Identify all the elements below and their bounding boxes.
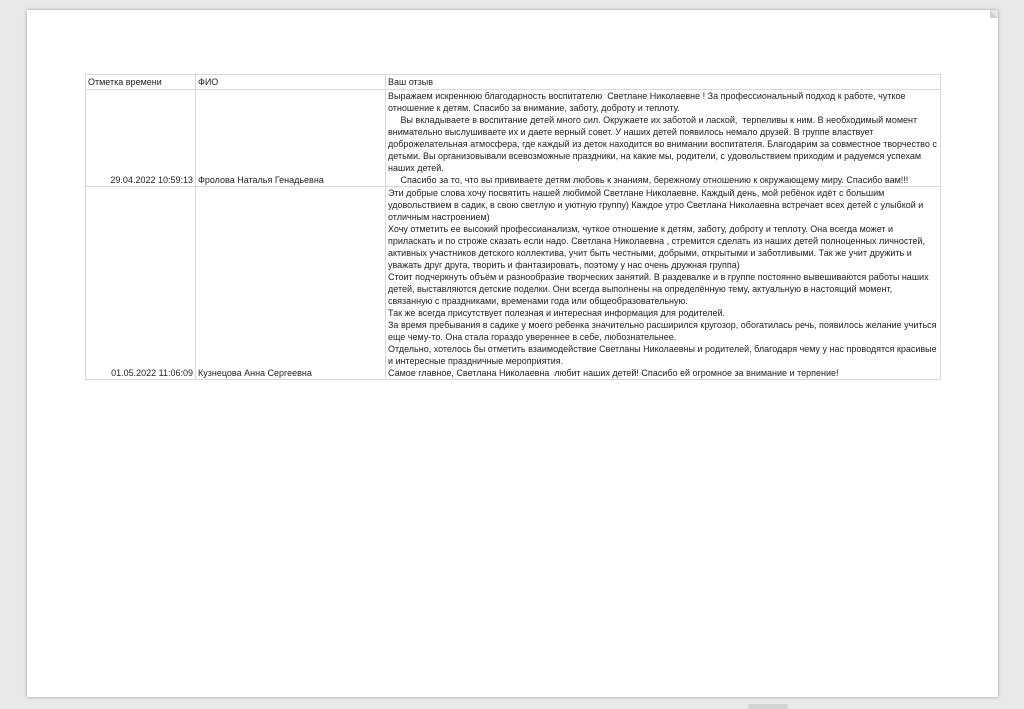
header-timestamp: Отметка времени (86, 75, 196, 90)
header-full-name: ФИО (196, 75, 386, 90)
document-page (27, 10, 998, 697)
row-timestamp: 29.04.2022 10:59:13 (86, 90, 196, 187)
row-full-name: Кузнецова Анна Сергеевна (196, 187, 386, 380)
table-row (86, 90, 941, 187)
feedback-table (85, 74, 941, 380)
row-timestamp: 01.05.2022 11:06:09 (86, 187, 196, 380)
row-full-name: Фролова Наталья Генадьевна (196, 90, 386, 187)
row-review-text: Эти добрые слова хочу посвятить нашей любимой Светлане Николаевне. Каждый день, мой ребёнок идёт с большим удовольствием в садик, в свою светлую и уютную группу) Каждое утро Светлана Николаевна встречает всех детей с улыбкой и отличным настроением) Хочу отметить ее высокий профессианализм, чуткое отношение к детям, заботу, доброту и теплоту. Она всегда может и приласкать и по строже сказать если надо. Светлана Николаевна , стремится сделать из наших детей полноценных личностей, активных участников детского коллектива, учит быть честными, добрыми, открытыми и заботливыми. Так же учит дружить и уважать друг друга, творить и фантазировать, поэтому у нас очень дружная группа) Стоит подчеркнуть объём и разнообразие творческих занятий. В раздевалке и в группе постоянно вывешиваются работы наших детей, выставляются детские поделки. Они всегда выполнены на определённую тему, актуальную в настоящий момент, связанную с праздниками, временами года или общеобразовательную. Так же всегда присутствует полезная и интересная информация для родителей. За время пребывания в садике у моего ребенка значительно расширился кругозор, обогатилась речь, появилось желание учиться еще чему-то. Она стала гораздо увереннее в себе, любознательнее. Отдельно, хотелось бы отметить взаимодействие Светланы Николаевны и родителей, благодаря чему у нас проводятся красивые и интересные праздничные мероприятия. Самое главное, Светлана Николаевна любит наших детей! Спасибо ей огромное за внимание и терпение! (386, 187, 941, 380)
header-review: Ваш отзыв (386, 75, 941, 90)
page-fold-corner (990, 10, 998, 18)
table-row (86, 187, 941, 380)
table-header-row (86, 75, 941, 90)
horizontal-scrollbar-thumb[interactable] (748, 704, 788, 709)
row-review-text: Выражаем искреннюю благодарность воспитателю Светлане Николаевне ! За профессиональный подход к работе, чуткое отношение к детям. Спасибо за внимание, заботу, доброту и теплоту. Вы вкладываете в воспитание детей много сил. Окружаете их заботой и лаской, терпеливы к ним. В необходимый момент внимательно выслушиваете их и даете верный совет. У наших детей появилось немало друзей. В группе властвует доброжелательная атмосфера, где каждый из деток находится во внимании воспитателя. Благодарим за совместное творчество с детьми. Вы организовывали всевозможные праздники, на какие мы, родители, с удовольствием приходим и радуемся успехам наших детей. Спасибо за то, что вы прививаете детям любовь к знаниям, бережному отношению к окружающему миру. Спасибо вам!!! (386, 90, 941, 187)
